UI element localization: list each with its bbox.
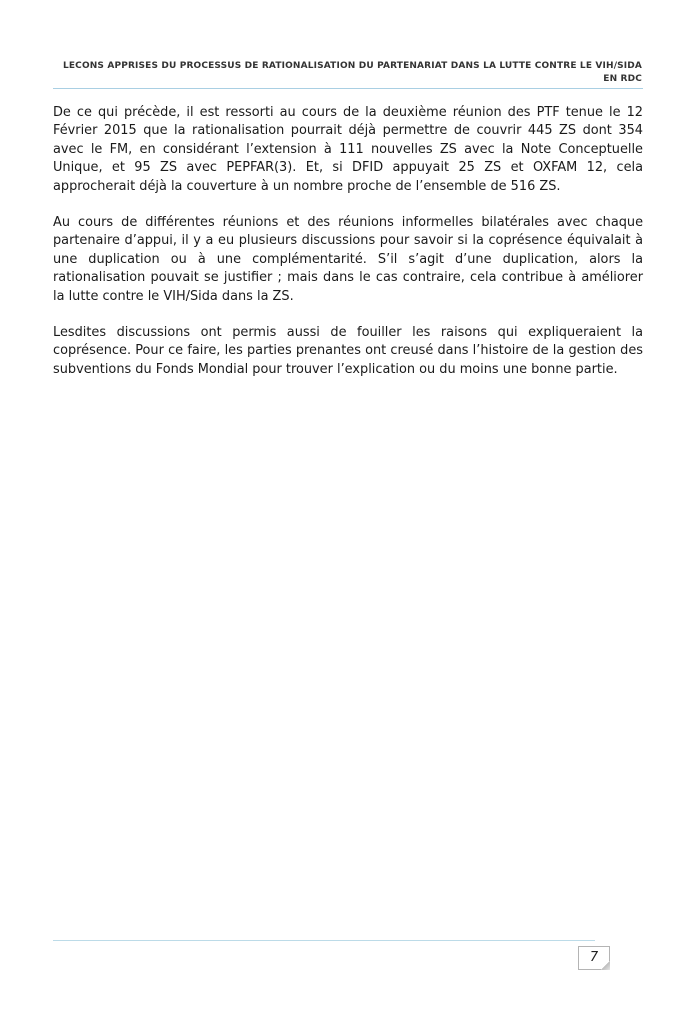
body-paragraph-1: De ce qui précède, il est ressorti au cours de la deuxième réunion des PTF tenue le 12 Février 2015 que la rationalisation pourrait déjà permettre de couvrir 445 ZS dont 354 avec le FM, en considérant l’extension à 111 nouvelles ZS avec la Note Conceptuelle Unique, et 95 ZS avec PEPFAR(3). Et, si DFID appuyait 25 ZS et OXFAM 12, cela approcherait déjà la couverture à un nombre proche de l’ensemble de 516 ZS. bbox=[53, 105, 643, 194]
running-header bbox=[55, 60, 642, 86]
document-body bbox=[53, 104, 643, 397]
page-number: 7 bbox=[589, 950, 599, 965]
page-number-box bbox=[578, 946, 610, 970]
footer-divider bbox=[53, 940, 595, 941]
header-line-1: LECONS APPRISES DU PROCESSUS DE RATIONALISATION DU PARTENARIAT DANS LA LUTTE CONTRE LE VIH/SIDA bbox=[63, 61, 642, 71]
body-paragraph-3: Lesdites discussions ont permis aussi de fouiller les raisons qui expliqueraient la coprésence. Pour ce faire, les parties prenantes ont creusé dans l’histoire de la gestion des subventions du Fonds Mondial pour trouver l’explication ou du moins une bonne partie. bbox=[53, 325, 643, 377]
header-line-2: EN RDC bbox=[603, 74, 642, 84]
page-curl-icon bbox=[601, 961, 610, 970]
header-divider bbox=[53, 88, 643, 89]
body-paragraph-2: Au cours de différentes réunions et des réunions informelles bilatérales avec chaque partenaire d’appui, il y a eu plusieurs discussions pour savoir si la coprésence équivalait à une duplication ou à une complémentarité. S’il s’agit d’une duplication, alors la rationalisation pouvait se justifier ; mais dans le cas contraire, cela contribue à améliorer la lutte contre le VIH/Sida dans la ZS. bbox=[53, 215, 643, 304]
